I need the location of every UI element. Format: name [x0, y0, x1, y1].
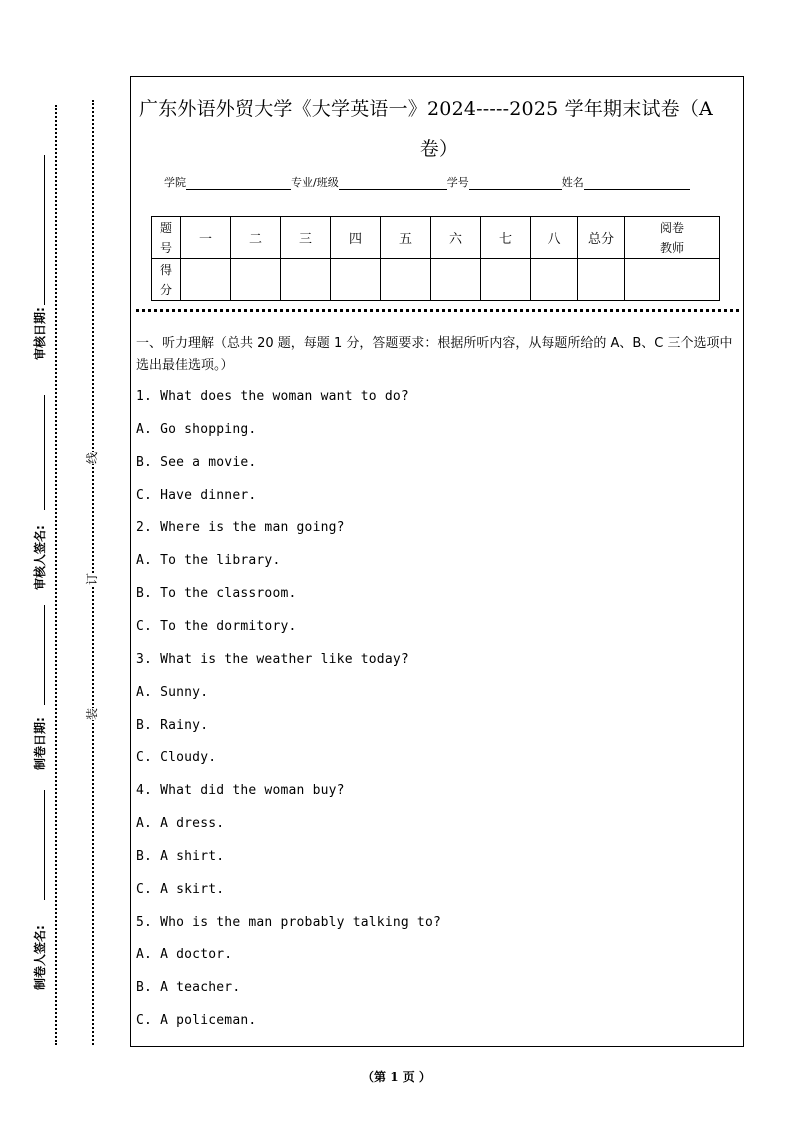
binding-char-staple: 订: [85, 572, 100, 586]
question-stem: 5. Who is the man probably talking to?: [136, 914, 442, 930]
exam-frame: [130, 76, 744, 1047]
name-label: 姓名: [561, 176, 584, 189]
question-stem: 1. What does the woman want to do?: [136, 389, 409, 404]
answer-option: A. A dress.: [136, 816, 225, 832]
binding-char-line: 线: [85, 451, 100, 465]
section-instructions: 一、听力理解（总共 20 题，每题 1 分，答题要求：根据所听内容，从每题所给的 A、B、C 三个选项中选出最佳选项。）: [136, 336, 733, 373]
score-cell[interactable]: [531, 259, 578, 301]
column-header: 二: [231, 217, 281, 259]
title-line-1: 广东外语外贸大学《大学英语一》2024-----2025 学年期末试卷（A: [139, 98, 713, 120]
title-line-2: 卷）: [419, 138, 459, 160]
maker-signature-label: 制卷人签名:: [33, 925, 47, 990]
reviewer-signature-label: 审核人签名:: [33, 525, 47, 590]
answer-option: A. To the library.: [136, 553, 281, 569]
answer-option: C. To the dormitory.: [136, 618, 297, 634]
dotted-separator: [136, 309, 739, 312]
score-cell[interactable]: [381, 259, 431, 301]
signature-line: [44, 605, 45, 705]
major-class-field[interactable]: [339, 179, 447, 190]
answer-option: B. A teacher.: [136, 980, 241, 996]
answer-option: C. Cloudy.: [136, 750, 217, 766]
score-cell[interactable]: [231, 259, 281, 301]
binding-char-bind: 装: [85, 707, 100, 721]
major-class-label: 专业/班级: [291, 176, 339, 189]
answer-option: A. A doctor.: [136, 947, 233, 963]
answer-option: B. Rainy.: [136, 717, 209, 733]
student-id-field[interactable]: [469, 179, 562, 190]
score-row-header: 得 分: [152, 259, 181, 301]
score-cell[interactable]: [578, 259, 625, 301]
column-header: 五: [381, 217, 431, 259]
score-table: [151, 216, 720, 301]
score-cell[interactable]: [431, 259, 481, 301]
answer-option: C. A policeman.: [136, 1013, 257, 1029]
college-field[interactable]: [186, 179, 291, 190]
page-number: （第 1 页 ）: [362, 1070, 431, 1084]
student-id-label: 学号: [446, 176, 469, 189]
dotted-cut-line: [55, 105, 57, 1045]
college-label: 学院: [164, 176, 186, 189]
answer-option: A. Sunny.: [136, 684, 209, 700]
column-header: 七: [481, 217, 531, 259]
student-info-row: [164, 174, 690, 190]
signature-line: [44, 790, 45, 900]
reviewer-header: 阅卷 教师: [625, 217, 720, 259]
question-number-header: 题 号: [152, 217, 181, 259]
make-date-label: 制卷日期:: [33, 717, 47, 770]
column-header: 一: [181, 217, 231, 259]
question-stem: 3. What is the weather like today?: [136, 651, 409, 667]
name-field[interactable]: [584, 179, 690, 190]
score-cell[interactable]: [181, 259, 231, 301]
question-stem: 4. What did the woman buy?: [136, 783, 345, 799]
exam-title: [139, 89, 739, 169]
question-stem: 2. Where is the man going?: [136, 520, 345, 536]
review-date-label: 审核日期:: [33, 307, 47, 360]
score-cell[interactable]: [281, 259, 331, 301]
answer-option: B. See a movie.: [136, 454, 257, 470]
signature-line: [44, 155, 45, 305]
score-cell[interactable]: [331, 259, 381, 301]
answer-option: B. To the classroom.: [136, 586, 297, 602]
column-header: 六: [431, 217, 481, 259]
answer-option: A. Go shopping.: [136, 421, 257, 437]
column-header: 三: [281, 217, 331, 259]
answer-option: B. A shirt.: [136, 848, 225, 864]
signature-line: [44, 395, 45, 510]
answer-option: C. Have dinner.: [136, 487, 257, 503]
column-header: 八: [531, 217, 578, 259]
score-cell[interactable]: [481, 259, 531, 301]
reviewer-cell[interactable]: [625, 259, 720, 301]
column-header: 四: [331, 217, 381, 259]
answer-option: C. A skirt.: [136, 881, 225, 897]
column-header: 总分: [578, 217, 625, 259]
